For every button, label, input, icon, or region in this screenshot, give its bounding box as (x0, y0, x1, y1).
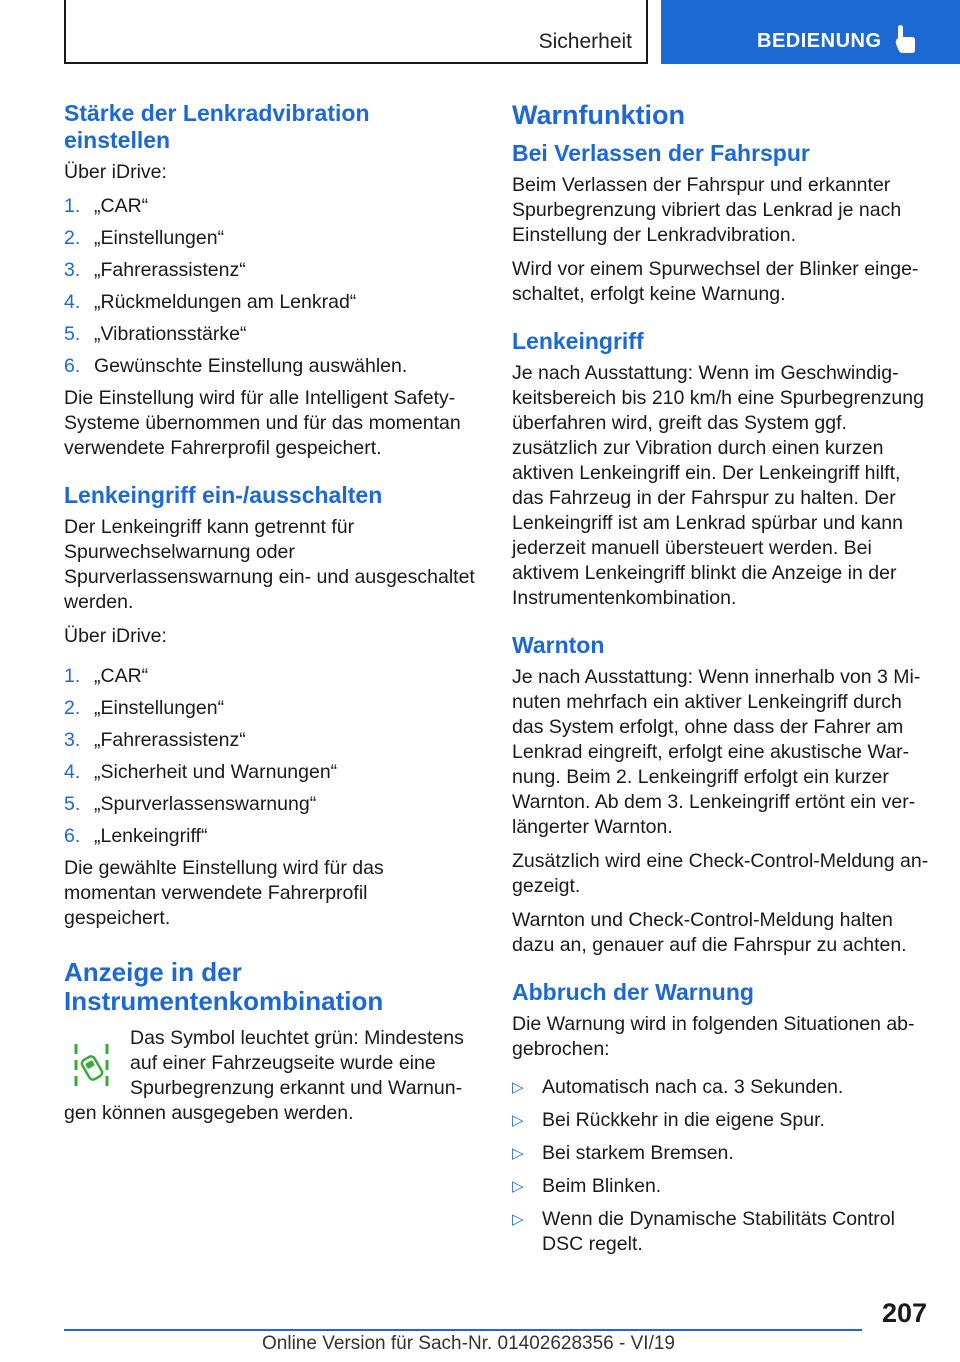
list-item (64, 194, 476, 219)
list-text: „Rückmeldungen am Lenkrad“ (94, 291, 357, 313)
list-item (512, 1141, 932, 1166)
heading-leaving-lane: Bei Verlassen der Fahrspur (512, 140, 810, 166)
list-item (64, 226, 476, 251)
triangle-bullet-icon: ▷ (512, 1145, 524, 1162)
list-item (64, 696, 476, 721)
triangle-bullet-icon: ▷ (512, 1178, 524, 1195)
list-item (512, 1174, 932, 1199)
header-chapter-label: BEDIENUNG (757, 30, 882, 52)
paragraph: Über iDrive: (64, 161, 167, 183)
list-text: Wenn die Dynamische Stabilitäts Control DSC regelt. (542, 1208, 895, 1255)
heading-vibration-strength: Stärke der Lenkradvibration einstellen (64, 100, 370, 153)
header-section-tab (64, 0, 648, 64)
list-item (64, 290, 476, 315)
header-chapter-tab (661, 0, 960, 64)
paragraph: Die Einstellung wird für alle Intelligent Safety-Systeme übernommen und für das momentan verwendete Fahrerprofil gespeichert. (64, 387, 461, 459)
heading-steering-intervention-toggle: Lenkeingriff ein-/ausschalten (64, 482, 383, 508)
list-item (64, 728, 476, 753)
triangle-bullet-icon: ▷ (512, 1211, 524, 1228)
list-text: „CAR“ (94, 195, 149, 217)
list-number: 3. (64, 259, 81, 281)
heading-steering-intervention: Lenkeingriff (512, 328, 644, 354)
list-text: Beim Blinken. (542, 1175, 662, 1197)
list-text: „CAR“ (94, 665, 149, 687)
list-item (64, 354, 476, 379)
steps-list-vibration (64, 194, 476, 379)
paragraph: Die Warnung wird in folgenden Situationen abgebrochen: (512, 1013, 915, 1060)
symbol-description (64, 1026, 476, 1126)
heading-warning-tone: Warnton (512, 632, 605, 658)
paragraph: Das Symbol leuchtet grün: Mindestens auf einer Fahrzeugseite wurde eine Spurbegrenzung erkannt und Warnungen können ausgegeben werden. (64, 1027, 464, 1124)
paragraph: Die gewählte Einstellung wird für das momentan verwendete Fahrerprofil gespeichert. (64, 857, 384, 929)
right-column (512, 100, 932, 1265)
list-text: „Fahrerassistenz“ (94, 729, 246, 751)
paragraph: Je nach Ausstattung: Wenn im Geschwindigkeitsbereich bis 210 km/h eine Spurbegrenzung überfahren wird, greift das System ggf. zusätzlich zur Vibration durch einen kurzen aktiven Lenkeingriff ein. Der Lenkeingriff hilft, das Fahrzeug in der Fahrspur zu halten. Der Lenkeingriff ist am Lenkrad spürbar und kann jederzeit manuell übersteuert werden. Bei aktivem Lenkeingriff blinkt die Anzeige in der Instrumentenkombination. (512, 362, 924, 609)
list-text: „Einstellungen“ (94, 227, 225, 249)
triangle-bullet-icon: ▷ (512, 1079, 524, 1096)
list-number: 1. (64, 665, 81, 687)
paragraph: Warnton und Check-Control-Meldung halten dazu an, genauer auf die Fahrspur zu achten. (512, 909, 907, 956)
list-text: Gewünschte Einstellung auswählen. (94, 355, 408, 377)
page-number: 207 (881, 1298, 927, 1328)
list-text: „Fahrerassistenz“ (94, 259, 246, 281)
list-text: Automatisch nach ca. 3 Sekunden. (542, 1076, 844, 1098)
list-number: 4. (64, 761, 81, 783)
footer-version-text: Online Version für Sach-Nr. 01402628356 - VI/19 (262, 1333, 675, 1354)
paragraph: Über iDrive: (64, 625, 167, 647)
list-item (64, 258, 476, 283)
paragraph: Je nach Ausstattung: Wenn innerhalb von 3 Minuten mehrfach ein aktiver Lenkeingriff durch das System erfolgt, ohne dass der Fahrer am Lenkrad eingreift, erfolgt eine akustische Warnung. Beim 2. Lenkeingriff erfolgt ein kurzer Warnton. Ab dem 3. Lenkeingriff ertönt ein verlängerter Warnton. (512, 666, 921, 838)
list-text: „Einstellungen“ (94, 697, 225, 719)
list-item (64, 824, 476, 849)
heading-cancel-warning: Abbruch der Warnung (512, 979, 754, 1005)
list-number: 2. (64, 697, 81, 719)
list-item (64, 664, 476, 689)
list-number: 3. (64, 729, 81, 751)
list-item (512, 1075, 932, 1100)
list-text: Bei Rückkehr in die eigene Spur. (542, 1109, 825, 1131)
list-item (512, 1108, 932, 1133)
list-text: „Lenkeingriff“ (94, 825, 208, 847)
paragraph: Der Lenkeingriff kann getrennt für Spurwechselwarnung oder Spurverlassenswarnung ein- und ausgeschaltet werden. (64, 516, 475, 613)
footer-divider (64, 1329, 862, 1331)
steps-list-intervention (64, 664, 476, 849)
list-number: 4. (64, 291, 81, 313)
pointing-hand-icon (895, 24, 917, 54)
paragraph: Wird vor einem Spurwechsel der Blinker eingeschaltet, erfolgt keine Warnung. (512, 258, 919, 305)
list-item (64, 760, 476, 785)
heading-warning-function: Warnfunktion (512, 100, 685, 130)
list-text: „Spurverlassenswarnung“ (94, 793, 317, 815)
cancel-conditions-list (512, 1075, 932, 1257)
list-text: „Vibrationsstärke“ (94, 323, 247, 345)
list-number: 6. (64, 825, 81, 847)
list-number: 6. (64, 355, 81, 377)
list-number: 1. (64, 195, 81, 217)
list-item (512, 1207, 932, 1257)
list-number: 5. (64, 793, 81, 815)
heading-instrument-cluster-display: Anzeige in der Instrumentenkombination (64, 957, 384, 1016)
paragraph: Zusätzlich wird eine Check-Control-Meldung angezeigt. (512, 850, 929, 897)
list-number: 2. (64, 227, 81, 249)
list-item (64, 322, 476, 347)
paragraph: Beim Verlassen der Fahrspur und erkannter Spurbegrenzung vibriert das Lenkrad je nach Einstellung der Lenkradvibration. (512, 174, 902, 246)
triangle-bullet-icon: ▷ (512, 1112, 524, 1129)
header-section-label: Sicherheit (538, 30, 632, 53)
list-text: Bei starkem Bremsen. (542, 1142, 734, 1164)
list-item (64, 792, 476, 817)
lane-departure-warning-icon (72, 1040, 112, 1092)
list-text: „Sicherheit und Warnungen“ (94, 761, 338, 783)
left-column (64, 100, 476, 1135)
list-number: 5. (64, 323, 81, 345)
